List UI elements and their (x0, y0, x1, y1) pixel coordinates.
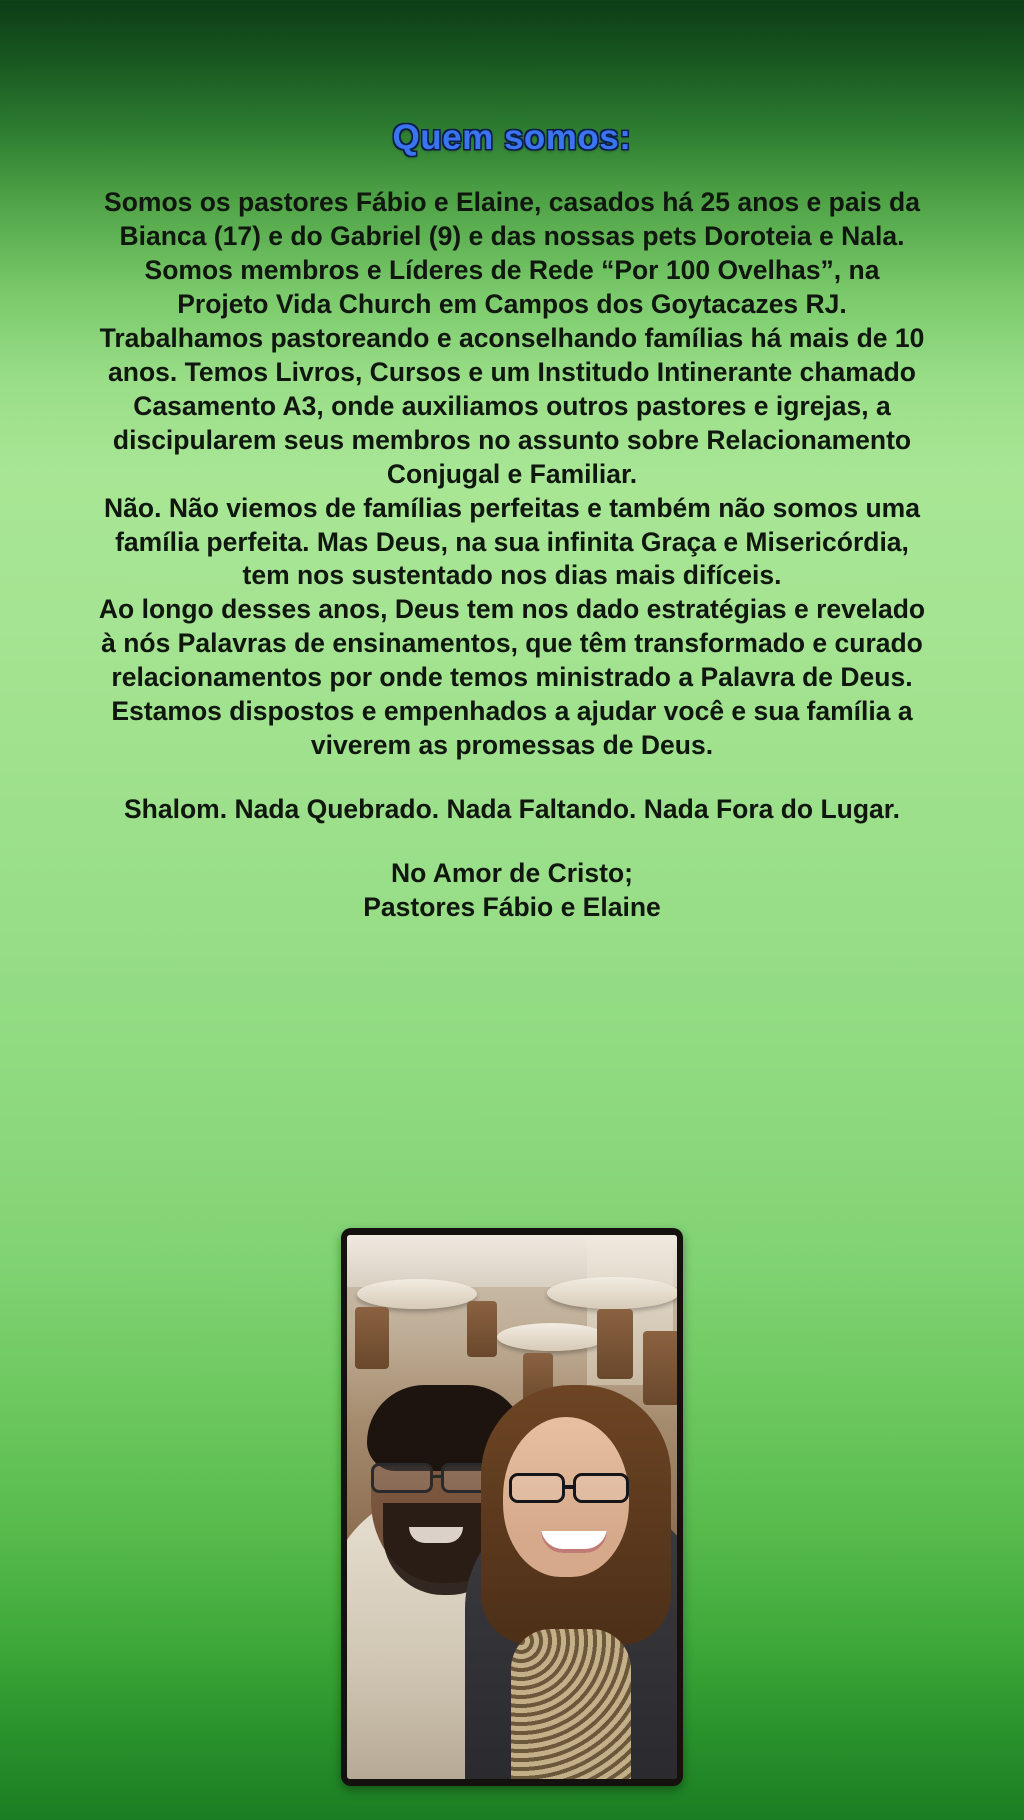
woman-glasses-bridge (563, 1485, 573, 1489)
couple-photo-frame (341, 1228, 683, 1786)
paragraph-ministry: Trabalhamos pastoreando e aconselhando famílias há mais de 10 anos. Temos Livros, Cursos e um Institudo Intinerante chamado Casamento A3, onde auxiliamos outros pastores e igrejas, a discipularem seus membros no assunto sobre Relacionamento Conjugal e Familiar. (99, 323, 925, 489)
man-smile (409, 1527, 463, 1543)
paragraph-intro: Somos os pastores Fábio e Elaine, casados há 25 anos e pais da Bianca (17) e do Gabriel (9) e das nossas pets Doroteia e Nala. (104, 187, 920, 252)
couple-photo (347, 1235, 677, 1779)
woman-glasses-right-lens (573, 1473, 629, 1503)
story-page (0, 23, 1024, 1820)
signoff-line-2: Pastores Fábio e Elaine (363, 891, 661, 922)
photo-table (547, 1277, 677, 1309)
man-glasses-left-lens (371, 1463, 433, 1493)
photo-chair (597, 1309, 633, 1379)
about-text-block (97, 186, 927, 924)
paragraph-commitment: Estamos dispostos e empenhados a ajudar você e sua família a viverem as promessas de Deus. (111, 696, 913, 760)
paragraph-strategies: Ao longo desses anos, Deus tem nos dado estratégias e revelado à nós Palavras de ensinamentos, que têm transformado e curado relacionamentos por onde temos ministrado a Palavra de Deus. (98, 594, 926, 693)
blessing-text: Shalom. Nada Quebrado. Nada Faltando. Nada Fora do Lugar. (124, 793, 900, 824)
woman-glasses-left-lens (509, 1473, 565, 1503)
photo-table (497, 1323, 607, 1351)
photo-chair (467, 1301, 497, 1357)
paragraph-imperfection: Não. Não viemos de famílias perfeitas e também não somos uma família perfeita. Mas Deus, na sua infinita Graça e Misericórdia, tem nos sustentado nos dias mais difíceis. (104, 492, 920, 591)
signature-block (97, 857, 927, 925)
photo-chair (643, 1331, 677, 1405)
man-glasses-bridge (433, 1475, 443, 1478)
page-title: Quem somos: (392, 118, 632, 158)
paragraph-membership: Somos membros e Líderes de Rede “Por 100 Ovelhas”, na Projeto Vida Church em Campos dos Goytacazes RJ. (144, 255, 880, 320)
photo-chair (355, 1307, 389, 1369)
photo-table (357, 1279, 477, 1309)
woman-scarf (511, 1629, 631, 1779)
signoff-line-1: No Amor de Cristo; (391, 857, 633, 888)
